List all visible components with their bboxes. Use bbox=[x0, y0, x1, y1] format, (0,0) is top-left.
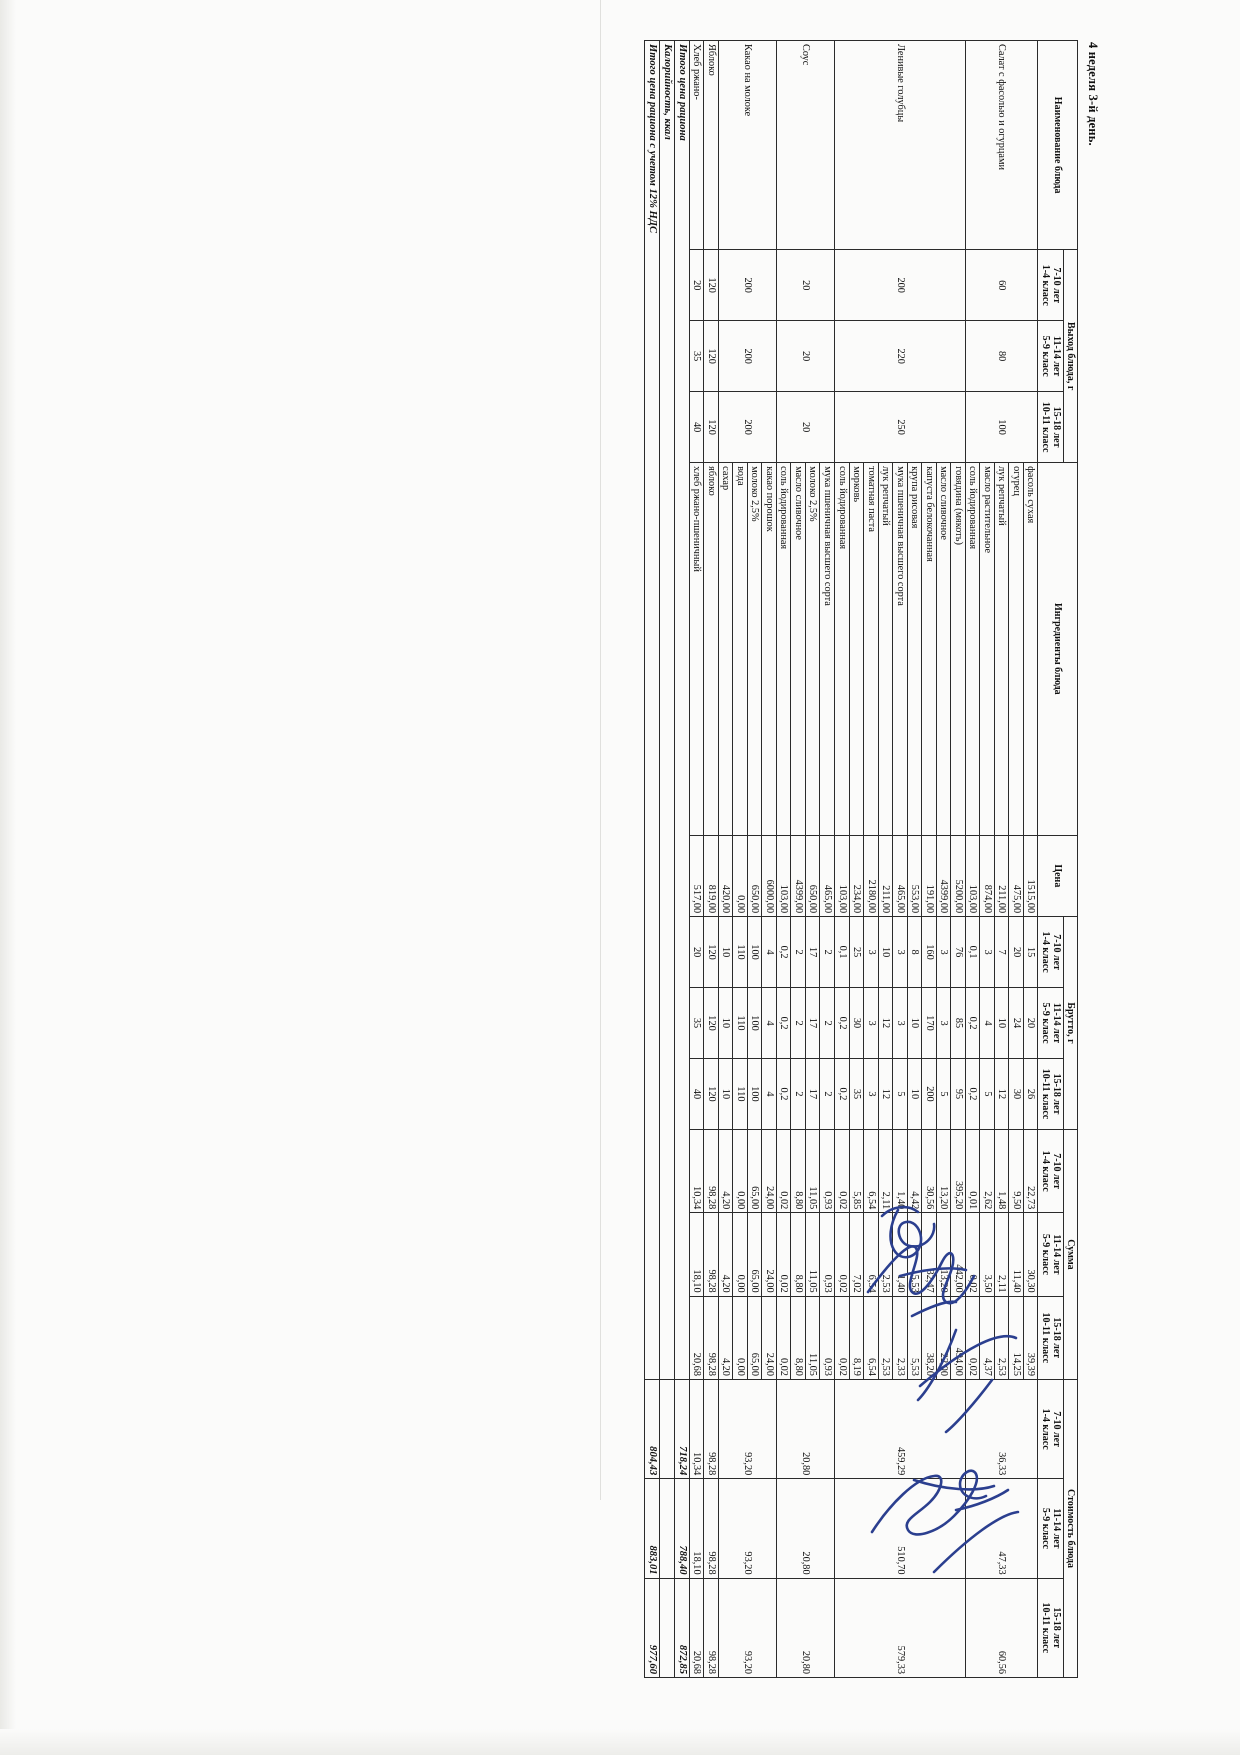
dish-name: Соус bbox=[776, 41, 834, 250]
ingredient-brutto: 17 bbox=[805, 1059, 820, 1130]
ingredient-sum: 65,00 bbox=[747, 1213, 762, 1296]
ingredient-brutto: 20 bbox=[1023, 988, 1038, 1059]
ingredient-name: морковь bbox=[849, 463, 864, 835]
ingredient-brutto: 5 bbox=[936, 1059, 951, 1130]
ingredient-sum: 7,02 bbox=[849, 1213, 864, 1296]
ingredient-sum: 0,02 bbox=[965, 1296, 980, 1379]
ingredient-brutto: 40 bbox=[689, 1059, 704, 1130]
ingredient-name: масло сливочное bbox=[791, 463, 806, 835]
ingredient-brutto: 15 bbox=[1023, 917, 1038, 988]
ingredient-brutto: 2 bbox=[820, 988, 835, 1059]
ingredient-sum: 0,02 bbox=[835, 1296, 850, 1379]
document-body bbox=[140, 40, 1100, 1680]
ingredient-sum: 38,20 bbox=[922, 1296, 937, 1379]
ingredient-sum: 2,11 bbox=[994, 1213, 1009, 1296]
ingredient-sum: 2,53 bbox=[878, 1296, 893, 1379]
ingredient-brutto: 20 bbox=[689, 917, 704, 988]
ingredient-sum: 11,40 bbox=[1009, 1213, 1024, 1296]
dish-cost: 98,28 bbox=[704, 1578, 719, 1677]
ingredient-price: 553,00 bbox=[907, 835, 922, 917]
ingredient-brutto: 3 bbox=[893, 988, 908, 1059]
ingredient-brutto: 30 bbox=[849, 988, 864, 1059]
total-value bbox=[659, 1578, 674, 1677]
ingredient-brutto: 100 bbox=[747, 917, 762, 988]
dish-cost: 10,34 bbox=[689, 1379, 704, 1478]
dish-output-age1: 200 bbox=[718, 250, 776, 321]
ingredient-sum: 24,00 bbox=[762, 1213, 777, 1296]
ingredient-sum: 4,20 bbox=[718, 1129, 733, 1212]
ingredient-sum: 8,19 bbox=[849, 1296, 864, 1379]
dish-output-age2: 200 bbox=[718, 321, 776, 392]
ingredient-brutto: 10 bbox=[994, 988, 1009, 1059]
dish-cost: 47,33 bbox=[965, 1479, 1038, 1578]
ingredient-sum: 395,20 bbox=[951, 1129, 966, 1212]
ingredient-name: сахар bbox=[718, 463, 733, 835]
ingredient-name: томатная паста bbox=[864, 463, 879, 835]
ingredient-price: 4399,00 bbox=[936, 835, 951, 917]
total-value: 804,43 bbox=[645, 1379, 660, 1478]
total-value bbox=[659, 1379, 674, 1478]
ingredient-sum: 4,20 bbox=[718, 1213, 733, 1296]
dish-output-age3: 250 bbox=[835, 392, 966, 463]
ingredient-sum: 24,00 bbox=[762, 1129, 777, 1212]
ingredient-name: соль йодированная bbox=[835, 463, 850, 835]
ingredient-sum: 494,00 bbox=[951, 1296, 966, 1379]
ingredient-sum: 0,00 bbox=[733, 1129, 748, 1212]
ingredient-sum: 24,00 bbox=[762, 1296, 777, 1379]
ingredient-sum: 0,00 bbox=[733, 1213, 748, 1296]
ingredient-brutto: 10 bbox=[718, 988, 733, 1059]
ingredient-brutto: 120 bbox=[704, 1059, 719, 1130]
ingredient-sum: 6,54 bbox=[864, 1296, 879, 1379]
table-row bbox=[820, 41, 835, 1678]
ingredient-brutto: 4 bbox=[980, 988, 995, 1059]
ingredient-brutto: 120 bbox=[704, 988, 719, 1059]
page-title: 4 неделя 3-й день. bbox=[1086, 42, 1100, 146]
col-cost-group: Стоимость блюда bbox=[1063, 1379, 1077, 1677]
ingredient-name: какао порошок bbox=[762, 463, 777, 835]
ingredient-sum: 4,42 bbox=[907, 1129, 922, 1212]
ingredient-name: лук репчатый bbox=[878, 463, 893, 835]
ingredient-brutto: 0,2 bbox=[965, 988, 980, 1059]
ingredient-sum: 98,28 bbox=[704, 1296, 719, 1379]
dish-cost: 579,33 bbox=[835, 1578, 966, 1677]
ingredient-brutto: 3 bbox=[936, 988, 951, 1059]
ingredient-brutto: 25 bbox=[849, 917, 864, 988]
dish-cost: 60,56 bbox=[965, 1578, 1038, 1677]
ingredient-brutto: 0,1 bbox=[965, 917, 980, 988]
dish-cost: 93,20 bbox=[718, 1379, 776, 1478]
dish-output-age1: 20 bbox=[776, 250, 834, 321]
ingredient-name: крупа рисовая bbox=[907, 463, 922, 835]
ingredient-sum: 8,80 bbox=[791, 1129, 806, 1212]
ingredient-name: масло сливочное bbox=[936, 463, 951, 835]
ingredient-brutto: 0,2 bbox=[776, 988, 791, 1059]
ingredient-brutto: 0,1 bbox=[835, 917, 850, 988]
ingredient-brutto: 3 bbox=[864, 988, 879, 1059]
ingredient-sum: 65,00 bbox=[747, 1296, 762, 1379]
ingredient-brutto: 2 bbox=[820, 917, 835, 988]
col-cost-age3: 15-18 лет 10-11 класс bbox=[1038, 1578, 1063, 1677]
ingredient-sum: 1,40 bbox=[893, 1213, 908, 1296]
ingredient-sum: 442,00 bbox=[951, 1213, 966, 1296]
ingredient-brutto: 160 bbox=[922, 917, 937, 988]
ingredient-sum: 39,39 bbox=[1023, 1296, 1038, 1379]
dish-name: Ленивые голубцы bbox=[835, 41, 966, 250]
ingredient-brutto: 3 bbox=[936, 917, 951, 988]
ingredient-brutto: 100 bbox=[747, 1059, 762, 1130]
dish-cost: 18,10 bbox=[689, 1479, 704, 1578]
dish-name: Какао на молоке bbox=[718, 41, 776, 250]
ingredient-brutto: 12 bbox=[994, 1059, 1009, 1130]
ingredient-brutto: 2 bbox=[791, 988, 806, 1059]
dish-output-age1: 20 bbox=[689, 250, 704, 321]
dish-output-age3: 120 bbox=[704, 392, 719, 463]
dish-output-age2: 120 bbox=[704, 321, 719, 392]
dish-cost: 20,80 bbox=[776, 1578, 834, 1677]
ingredient-sum: 0,02 bbox=[776, 1129, 791, 1212]
ingredient-sum: 6,54 bbox=[864, 1213, 879, 1296]
ingredient-price: 4399,00 bbox=[791, 835, 806, 917]
dish-output-age3: 100 bbox=[965, 392, 1038, 463]
dish-cost: 510,70 bbox=[835, 1479, 966, 1578]
ingredient-sum: 6,54 bbox=[864, 1129, 879, 1212]
ingredient-brutto: 3 bbox=[980, 917, 995, 988]
ingredient-brutto: 95 bbox=[951, 1059, 966, 1130]
ingredient-brutto: 4 bbox=[762, 1059, 777, 1130]
ingredient-brutto: 12 bbox=[878, 988, 893, 1059]
col-output-group: Выход блюда, г bbox=[1063, 250, 1077, 463]
col-out-age3: 15-18 лет 10-11 класс bbox=[1038, 392, 1063, 463]
ingredient-sum: 11,05 bbox=[805, 1213, 820, 1296]
ingredient-brutto: 170 bbox=[922, 988, 937, 1059]
ingredient-brutto: 110 bbox=[733, 988, 748, 1059]
ingredient-price: 465,00 bbox=[893, 835, 908, 917]
total-value: 883,01 bbox=[645, 1479, 660, 1578]
total-value: 872,85 bbox=[674, 1578, 689, 1677]
ingredient-sum: 20,68 bbox=[689, 1296, 704, 1379]
ingredient-brutto: 2 bbox=[791, 917, 806, 988]
dish-cost: 20,68 bbox=[689, 1578, 704, 1677]
col-cost-age1: 7-10 лет 1-4 класс bbox=[1038, 1379, 1063, 1478]
col-dish: Наименование блюда bbox=[1038, 41, 1078, 250]
dish-output-age1: 200 bbox=[835, 250, 966, 321]
ingredient-brutto: 0,2 bbox=[776, 1059, 791, 1130]
ingredient-sum: 30,30 bbox=[1023, 1213, 1038, 1296]
ingredient-sum: 98,28 bbox=[704, 1213, 719, 1296]
total-label: Итого цена рациона с учетом 12% НДС bbox=[645, 41, 660, 1380]
ingredient-price: 103,00 bbox=[776, 835, 791, 917]
ingredient-sum: 14,25 bbox=[1009, 1296, 1024, 1379]
total-value: 788,40 bbox=[674, 1479, 689, 1578]
ingredient-name: молоко 2,5% bbox=[805, 463, 820, 835]
ingredient-brutto: 200 bbox=[922, 1059, 937, 1130]
menu-table bbox=[644, 40, 1078, 1678]
ingredient-sum: 13,20 bbox=[936, 1129, 951, 1212]
ingredient-sum: 13,20 bbox=[936, 1213, 951, 1296]
ingredient-sum: 0,02 bbox=[776, 1296, 791, 1379]
col-brutto-age2: 11-14 лет 5-9 класс bbox=[1038, 988, 1063, 1059]
ingredient-sum: 32,47 bbox=[922, 1213, 937, 1296]
dish-output-age2: 20 bbox=[776, 321, 834, 392]
ingredient-brutto: 0,2 bbox=[835, 1059, 850, 1130]
dish-cost: 93,20 bbox=[718, 1479, 776, 1578]
total-value bbox=[659, 1479, 674, 1578]
ingredient-sum: 0,02 bbox=[835, 1129, 850, 1212]
dish-output-age2: 220 bbox=[835, 321, 966, 392]
dish-cost: 459,29 bbox=[835, 1379, 966, 1478]
ingredient-sum: 30,56 bbox=[922, 1129, 937, 1212]
ingredient-brutto: 100 bbox=[747, 988, 762, 1059]
total-row bbox=[674, 41, 689, 1678]
table-row bbox=[762, 41, 777, 1678]
ingredient-name: капуста белокочанная bbox=[922, 463, 937, 835]
ingredient-name: мука пшеничная высшего сорта bbox=[893, 463, 908, 835]
dish-output-age1: 120 bbox=[704, 250, 719, 321]
col-brutto-age3: 15-18 лет 10-11 класс bbox=[1038, 1059, 1063, 1130]
dish-name: Хлеб ржано- bbox=[689, 41, 704, 250]
ingredient-sum: 22,00 bbox=[936, 1296, 951, 1379]
ingredient-price: 517,00 bbox=[689, 835, 704, 917]
ingredient-name: мука пшеничная высшего сорта bbox=[820, 463, 835, 835]
ingredient-brutto: 26 bbox=[1023, 1059, 1038, 1130]
ingredient-sum: 2,53 bbox=[878, 1213, 893, 1296]
ingredient-name: соль йодированная bbox=[776, 463, 791, 835]
ingredient-brutto: 4 bbox=[762, 988, 777, 1059]
ingredient-sum: 18,10 bbox=[689, 1213, 704, 1296]
ingredient-sum: 11,05 bbox=[805, 1129, 820, 1212]
ingredient-sum: 9,50 bbox=[1009, 1129, 1024, 1212]
ingredient-brutto: 5 bbox=[980, 1059, 995, 1130]
ingredient-price: 211,00 bbox=[994, 835, 1009, 917]
dish-output-age2: 35 bbox=[689, 321, 704, 392]
ingredient-price: 650,00 bbox=[747, 835, 762, 917]
ingredient-sum: 2,53 bbox=[994, 1296, 1009, 1379]
ingredient-brutto: 10 bbox=[907, 1059, 922, 1130]
ingredient-brutto: 85 bbox=[951, 988, 966, 1059]
ingredient-brutto: 76 bbox=[951, 917, 966, 988]
ingredient-sum: 5,85 bbox=[849, 1129, 864, 1212]
col-out-age1: 7-10 лет 1-4 класс bbox=[1038, 250, 1063, 321]
ingredient-name: молоко 2,5% bbox=[747, 463, 762, 835]
ingredient-sum: 5,53 bbox=[907, 1213, 922, 1296]
ingredient-sum: 22,73 bbox=[1023, 1129, 1038, 1212]
ingredient-sum: 98,28 bbox=[704, 1129, 719, 1212]
table-row bbox=[704, 41, 719, 1678]
ingredient-sum: 0,01 bbox=[965, 1129, 980, 1212]
ingredient-sum: 0,93 bbox=[820, 1129, 835, 1212]
ingredient-brutto: 30 bbox=[1009, 1059, 1024, 1130]
ingredient-brutto: 110 bbox=[733, 917, 748, 988]
ingredient-price: 1515,00 bbox=[1023, 835, 1038, 917]
total-value: 977,60 bbox=[645, 1578, 660, 1677]
ingredient-brutto: 8 bbox=[907, 917, 922, 988]
ingredient-sum: 11,05 bbox=[805, 1296, 820, 1379]
ingredient-price: 211,00 bbox=[878, 835, 893, 917]
total-label: Итого цена рациона bbox=[674, 41, 689, 1380]
ingredient-sum: 2,62 bbox=[980, 1129, 995, 1212]
ingredient-sum: 3,50 bbox=[980, 1213, 995, 1296]
ingredient-sum: 65,00 bbox=[747, 1129, 762, 1212]
ingredient-brutto: 2 bbox=[820, 1059, 835, 1130]
total-label: Калорийность, ккал bbox=[659, 41, 674, 1380]
ingredient-brutto: 120 bbox=[704, 917, 719, 988]
ingredient-name: говядина (мякоть) bbox=[951, 463, 966, 835]
ingredient-brutto: 10 bbox=[907, 988, 922, 1059]
ingredient-sum: 2,33 bbox=[893, 1296, 908, 1379]
col-price: Цена bbox=[1038, 835, 1078, 917]
dish-cost: 20,80 bbox=[776, 1479, 834, 1578]
ingredient-price: 5200,00 bbox=[951, 835, 966, 917]
ingredient-name: соль йодированная bbox=[965, 463, 980, 835]
dish-output-age3: 20 bbox=[776, 392, 834, 463]
ingredient-brutto: 20 bbox=[1009, 917, 1024, 988]
dish-cost: 36,33 bbox=[965, 1379, 1038, 1478]
dish-output-age2: 80 bbox=[965, 321, 1038, 392]
table-row bbox=[689, 41, 704, 1678]
ingredient-name: вода bbox=[733, 463, 748, 835]
ingredient-brutto: 17 bbox=[805, 917, 820, 988]
ingredient-brutto: 2 bbox=[791, 1059, 806, 1130]
ingredient-brutto: 4 bbox=[762, 917, 777, 988]
ingredient-sum: 2,11 bbox=[878, 1129, 893, 1212]
col-sum-group: Сумма bbox=[1063, 1129, 1077, 1379]
ingredient-name: яблоко bbox=[704, 463, 719, 835]
col-sum-age2: 11-14 лет 5-9 класс bbox=[1038, 1213, 1063, 1296]
dish-cost: 98,28 bbox=[704, 1379, 719, 1478]
ingredient-brutto: 35 bbox=[689, 988, 704, 1059]
dish-output-age3: 200 bbox=[718, 392, 776, 463]
dish-cost: 98,28 bbox=[704, 1479, 719, 1578]
ingredient-price: 6000,00 bbox=[762, 835, 777, 917]
col-sum-age1: 7-10 лет 1-4 класс bbox=[1038, 1129, 1063, 1212]
ingredient-name: фасоль сухая bbox=[1023, 463, 1038, 835]
ingredient-brutto: 10 bbox=[718, 1059, 733, 1130]
ingredient-price: 874,00 bbox=[980, 835, 995, 917]
ingredient-sum: 5,53 bbox=[907, 1296, 922, 1379]
ingredient-sum: 0,00 bbox=[733, 1296, 748, 1379]
ingredient-sum: 0,93 bbox=[820, 1296, 835, 1379]
table-row bbox=[1023, 41, 1038, 1678]
ingredient-sum: 10,34 bbox=[689, 1129, 704, 1212]
dish-cost: 93,20 bbox=[718, 1578, 776, 1677]
ingredient-brutto: 24 bbox=[1009, 988, 1024, 1059]
ingredient-price: 0,00 bbox=[733, 835, 748, 917]
ingredient-sum: 4,20 bbox=[718, 1296, 733, 1379]
dish-name: Яблоко bbox=[704, 41, 719, 250]
ingredient-price: 234,00 bbox=[849, 835, 864, 917]
ingredient-brutto: 3 bbox=[864, 917, 879, 988]
table-header-row-1 bbox=[1063, 41, 1077, 1678]
ingredient-brutto: 12 bbox=[878, 1059, 893, 1130]
ingredient-name: огурец bbox=[1009, 463, 1024, 835]
total-row bbox=[659, 41, 674, 1678]
col-sum-age3: 15-18 лет 10-11 класс bbox=[1038, 1296, 1063, 1379]
ingredient-brutto: 17 bbox=[805, 988, 820, 1059]
ingredient-sum: 8,80 bbox=[791, 1213, 806, 1296]
ingredient-sum: 0,02 bbox=[965, 1213, 980, 1296]
col-brutto-age1: 7-10 лет 1-4 класс bbox=[1038, 917, 1063, 988]
ingredient-sum: 0,02 bbox=[776, 1213, 791, 1296]
ingredient-brutto: 0,2 bbox=[776, 917, 791, 988]
ingredient-price: 103,00 bbox=[835, 835, 850, 917]
ingredient-price: 650,00 bbox=[805, 835, 820, 917]
ingredient-brutto: 7 bbox=[994, 917, 1009, 988]
menu-table-body bbox=[645, 41, 1038, 1678]
ingredient-price: 819,00 bbox=[704, 835, 719, 917]
ingredient-brutto: 110 bbox=[733, 1059, 748, 1130]
col-cost-age2: 11-14 лет 5-9 класс bbox=[1038, 1479, 1063, 1578]
ingredient-brutto: 35 bbox=[849, 1059, 864, 1130]
dish-name: Салат с фасолью и огурцами bbox=[965, 41, 1038, 250]
ingredient-brutto: 10 bbox=[718, 917, 733, 988]
ingredient-price: 420,00 bbox=[718, 835, 733, 917]
table-row bbox=[951, 41, 966, 1678]
col-brutto-group: Брутто, г bbox=[1063, 917, 1077, 1130]
ingredient-sum: 0,93 bbox=[820, 1213, 835, 1296]
ingredient-brutto: 0,2 bbox=[965, 1059, 980, 1130]
ingredient-sum: 1,48 bbox=[994, 1129, 1009, 1212]
ingredient-brutto: 0,2 bbox=[835, 988, 850, 1059]
col-out-age2: 11-14 лет 5-9 класс bbox=[1038, 321, 1063, 392]
ingredient-sum: 8,80 bbox=[791, 1296, 806, 1379]
ingredient-sum: 1,40 bbox=[893, 1129, 908, 1212]
ingredient-brutto: 3 bbox=[893, 917, 908, 988]
ingredient-name: хлеб ржано-пшеничный bbox=[689, 463, 704, 835]
col-ingredients: Ингредиенты блюда bbox=[1038, 463, 1078, 835]
ingredient-name: лук репчатый bbox=[994, 463, 1009, 835]
ingredient-name: масло растительное bbox=[980, 463, 995, 835]
dish-output-age1: 60 bbox=[965, 250, 1038, 321]
total-value: 718,24 bbox=[674, 1379, 689, 1478]
dish-output-age3: 40 bbox=[689, 392, 704, 463]
total-row bbox=[645, 41, 660, 1678]
ingredient-brutto: 3 bbox=[864, 1059, 879, 1130]
ingredient-price: 475,00 bbox=[1009, 835, 1024, 917]
ingredient-price: 103,00 bbox=[965, 835, 980, 917]
ingredient-price: 465,00 bbox=[820, 835, 835, 917]
ingredient-price: 191,00 bbox=[922, 835, 937, 917]
ingredient-price: 2180,00 bbox=[864, 835, 879, 917]
ingredient-sum: 0,02 bbox=[835, 1213, 850, 1296]
ingredient-brutto: 5 bbox=[893, 1059, 908, 1130]
ingredient-sum: 4,37 bbox=[980, 1296, 995, 1379]
ingredient-brutto: 10 bbox=[878, 917, 893, 988]
dish-cost: 20,80 bbox=[776, 1379, 834, 1478]
